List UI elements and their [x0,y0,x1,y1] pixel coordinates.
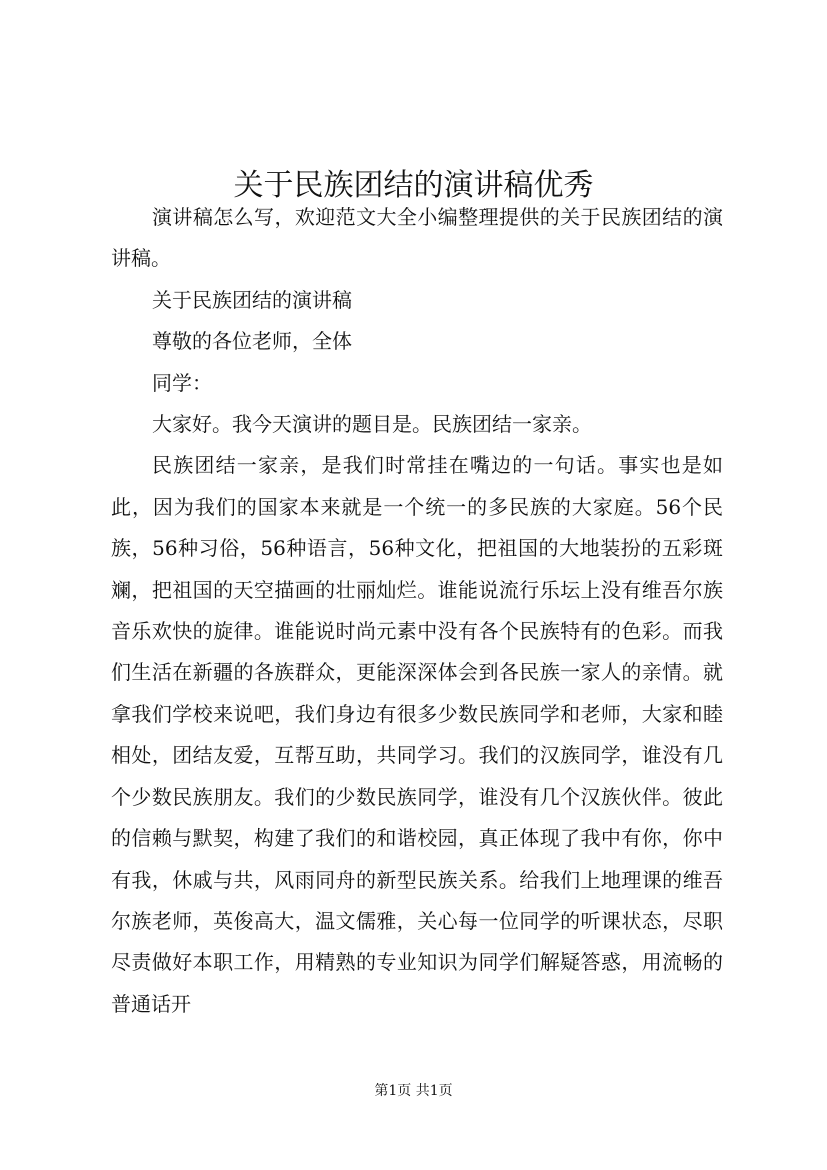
paragraph-main: 民族团结一家亲，是我们时常挂在嘴边的一句话。事实也是如此，因为我们的国家本来就是一个统一的多民族的大家庭。56个民族，56种习俗，56种语言，56种文化，把祖国的大地装扮的五彩斑斓，把祖国的天空描画的壮丽灿烂。谁能说流行乐坛上没有维吾尔族音乐欢快的旋律。谁能说时尚元素中没有各个民族特有的色彩。而我们生活在新疆的各族群众，更能深深体会到各民族一家人的亲情。就拿我们学校来说吧，我们身边有很多少数民族同学和老师，大家和睦相处，团结友爱，互帮互助，共同学习。我们的汉族同学，谁没有几个少数民族朋友。我们的少数民族同学，谁没有几个汉族伙伴。彼此的信赖与默契，构建了我们的和谐校园，真正体现了我中有你，你中有我，休戚与共，风雨同舟的新型民族关系。给我们上地理课的维吾尔族老师，英俊高大，温文儒雅，关心每一位同学的听课状态，尽职尽责做好本职工作，用精熟的专业知识为同学们解疑答惑，用流畅的普通话开 [111,453,723,1016]
document-title: 关于民族团结的演讲稿优秀 [233,168,594,204]
page-footer: 第1页 共1页 [374,1083,453,1099]
paragraph-heading: 关于民族团结的演讲稿 [152,287,352,312]
paragraph-salutation-cont: 同学： [152,370,212,395]
document-body [111,197,723,1025]
paragraph-intro: 演讲稿怎么写，欢迎范文大全小编整理提供的关于民族团结的演讲稿。 [111,205,723,271]
paragraph-greeting: 大家好。我今天演讲的题目是。民族团结一家亲。 [152,412,592,437]
paragraph-salutation: 尊敬的各位老师，全体 [152,329,352,354]
